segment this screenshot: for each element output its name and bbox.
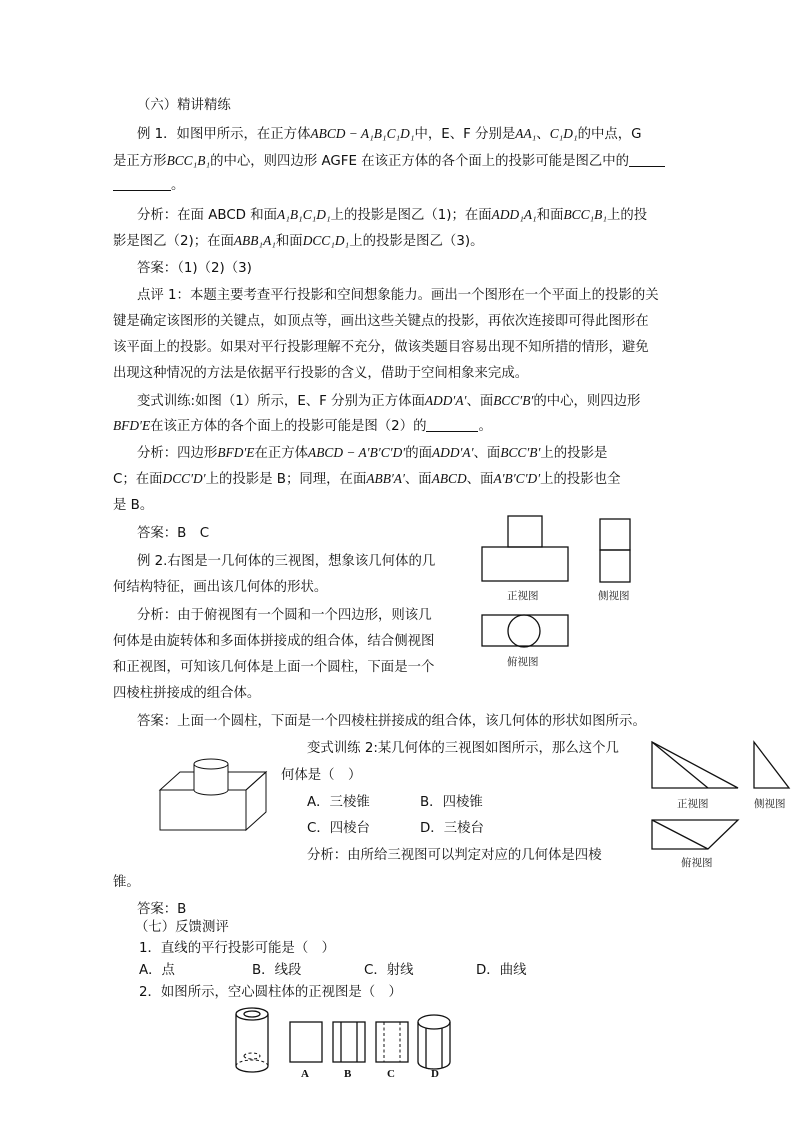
variant1-line1 <box>137 391 640 412</box>
text: 、面 <box>404 472 432 487</box>
side-view-triangle <box>754 742 789 788</box>
text: 上的投影是 <box>540 446 608 461</box>
top-view-caption: 俯视图 <box>507 656 539 668</box>
figure-label-d: D <box>431 1068 439 1080</box>
cylinder-bottom-arc <box>236 1066 268 1072</box>
math: DCC′D′ <box>162 471 206 486</box>
question1-option-c: C．射线 <box>364 963 414 978</box>
variant2-line2: 何体是（ ） <box>281 768 362 783</box>
text: 、面 <box>466 472 494 487</box>
cylinder-bottom-hidden-arc <box>236 1060 268 1066</box>
text: 、 <box>536 127 550 142</box>
text: 上的投影是 B；同理，在面 <box>205 472 367 487</box>
math: ADD₁A₁ <box>491 207 537 222</box>
variant1-answer: 答案：B C <box>137 526 210 541</box>
math: AA₁ <box>515 126 537 141</box>
variant1-analysis-line2 <box>113 469 620 490</box>
answer-blank <box>629 152 665 167</box>
figure-label-b: B <box>344 1068 352 1080</box>
text: 。 <box>171 178 185 193</box>
text: 上的投影是图乙（3)。 <box>349 234 484 249</box>
example2-answer: 答案：上面一个圆柱，下面是一个四棱柱拼接成的组合体，该几何体的形状如图所示。 <box>137 714 646 729</box>
question2: 2．如图所示，空心圆柱体的正视图是（ ） <box>139 985 402 1000</box>
example1-line2 <box>113 151 665 172</box>
text: 影是图乙（2)；在面 <box>113 234 234 249</box>
text: 在正方体 <box>254 446 309 461</box>
side-view-caption: 侧视图 <box>598 590 630 602</box>
text: 、面 <box>473 446 501 461</box>
example1-line3 <box>113 176 184 196</box>
option-a-figure <box>290 1022 322 1062</box>
text: 上的投影是图乙（1)；在面 <box>330 208 492 223</box>
example2-analysis-line1: 分析：由于俯视图有一个圆和一个四边形，则该几 <box>137 608 432 623</box>
math: BCC′B′ <box>500 445 541 460</box>
variant2-option-c: C．四棱台 <box>307 821 370 836</box>
top-view-inner-edge <box>652 820 708 849</box>
front-view-triangle <box>652 742 738 788</box>
math: A′B′C′D′ <box>493 471 541 486</box>
front-view-base <box>482 547 568 581</box>
cylinder-top-inner-ellipse <box>244 1011 260 1017</box>
math: BCC₁B₁ <box>166 153 211 168</box>
question1-option-a: A．点 <box>139 963 175 978</box>
example2-analysis-line3: 和正视图，可知该几何体是上面一个圆柱，下面是一个 <box>113 660 435 675</box>
math: BFD′E <box>217 445 255 460</box>
variant2-line1: 变式训练 2:某几何体的三视图如图所示，那么这个几 <box>307 741 619 756</box>
answer-blank <box>426 417 478 432</box>
text: 上的投 <box>607 208 648 223</box>
top-view-trapezoid <box>652 820 738 849</box>
cylinder-inner-hidden-ellipse <box>244 1053 260 1059</box>
math: ABCD − A′B′C′D′ <box>308 445 406 460</box>
math: ABCD − A₁B₁C₁D₁ <box>310 126 415 141</box>
text: 变式训练:如图（1）所示，E、F 分别为正方体面 <box>137 394 425 409</box>
question1-option-b: B．线段 <box>252 963 302 978</box>
section-heading-7: （七）反馈测评 <box>135 920 229 935</box>
cylinder-top-outer-ellipse <box>236 1008 268 1020</box>
question1-option-d: D．曲线 <box>476 963 527 978</box>
section-heading-6: （六）精讲精练 <box>137 98 231 113</box>
top-view-circle <box>508 615 540 647</box>
side-view-top-block <box>600 519 630 550</box>
variant1-analysis-line3: 是 B。 <box>113 498 154 513</box>
option-d-figure <box>418 1015 450 1069</box>
prism-front-face <box>160 790 246 830</box>
text: 分析：在面 ABCD 和面 <box>137 208 278 223</box>
example2-line1: 例 2.右图是一几何体的三视图，想象该几何体的几 <box>137 554 436 569</box>
comment1-line3: 该平面上的投影。如果对平行投影理解不充分，做该类题目容易出现不知所措的情形，避免 <box>113 340 649 355</box>
example1-line1 <box>137 124 642 145</box>
front-view-caption: 正视图 <box>507 590 539 602</box>
math: ABB₁A₁ <box>233 233 276 248</box>
cylinder-on-prism-solid <box>150 750 280 840</box>
text: 例 1．如图甲所示，在正方体 <box>137 127 311 142</box>
text: 分析：四边形 <box>137 446 218 461</box>
top-view-rect <box>482 615 568 646</box>
front-view-inner-edge <box>652 742 708 788</box>
variant2-analysis-line1: 分析：由所给三视图可以判定对应的几何体是四棱 <box>307 848 602 863</box>
comment1-line2: 键是确定该图形的关键点，如顶点等，画出这些关键点的投影，再依次连接即可得此图形在 <box>113 314 649 329</box>
example2-analysis-line4: 四棱柱拼接成的组合体。 <box>113 686 261 701</box>
text: 的中点，G <box>577 127 642 142</box>
example1-analysis-line1 <box>137 205 647 226</box>
math: ADD′A′ <box>431 445 474 460</box>
example2-analysis-line2: 何体是由旋转体和多面体拼接成的组合体，结合侧视图 <box>113 634 435 649</box>
variant1-analysis-line1 <box>137 443 607 464</box>
text: 中，E、F 分别是 <box>414 127 516 142</box>
variant2-analysis-line2: 锥。 <box>113 875 140 890</box>
option-d-top-arc <box>418 1022 450 1029</box>
text: C；在面 <box>113 472 163 487</box>
text: 的中心，则四边形 AGFE 在该正方体的各个面上的投影可能是图乙中的 <box>210 154 630 169</box>
text: 上的投影也全 <box>540 472 621 487</box>
variant1-line2 <box>113 416 492 437</box>
variant2-option-b: B．四棱锥 <box>420 795 483 810</box>
figure-label-c: C <box>387 1068 395 1080</box>
variant2-front-caption: 正视图 <box>677 798 709 810</box>
variant2-side-caption: 侧视图 <box>754 798 786 810</box>
option-c-figure <box>376 1022 408 1062</box>
text: 的中心，则四边形 <box>533 394 641 409</box>
example1-answer: 答案：（1)（2)（3) <box>137 261 252 276</box>
comment1-line4: 出现这种情况的方法是依据平行投影的含义，借助于空间相象来完成。 <box>113 366 529 381</box>
text: 的面 <box>405 446 432 461</box>
figure-label-a: A <box>301 1068 309 1080</box>
text: 、面 <box>466 394 494 409</box>
math: BCC₁B₁ <box>563 207 608 222</box>
text: 是正方形 <box>113 154 167 169</box>
math: C₁D₁ <box>549 126 578 141</box>
math: BFD′E <box>113 418 151 433</box>
variant2-option-d: D．三棱台 <box>420 821 484 836</box>
answer-blank <box>113 176 171 191</box>
variant2-answer: 答案：B <box>137 902 187 917</box>
example2-line2: 何结构特征，画出该几何体的形状。 <box>113 580 328 595</box>
text: 和面 <box>275 234 303 249</box>
math: ABCD <box>431 471 467 486</box>
side-view-base <box>600 550 630 582</box>
math: DCC₁D₁ <box>302 233 350 248</box>
front-view-top-block <box>508 516 542 547</box>
question1: 1．直线的平行投影可能是（ ） <box>139 941 335 956</box>
text: 在该正方体的各个面上的投影可能是图（2）的 <box>150 419 427 434</box>
variant2-option-a: A．三棱锥 <box>307 795 370 810</box>
option-b-figure <box>333 1022 365 1062</box>
math: BCC′B′ <box>493 393 534 408</box>
prism-side-face <box>246 772 266 830</box>
math: ABB′A′ <box>366 471 405 486</box>
example1-analysis-line2 <box>113 231 483 252</box>
comment1-line1: 点评 1：本题主要考查平行投影和空间想象能力。画出一个图形在一个平面上的投影的关 <box>137 288 659 303</box>
math: A₁B₁C₁D₁ <box>277 207 331 222</box>
math: ADD′A′ <box>424 393 467 408</box>
variant2-top-caption: 俯视图 <box>681 857 713 869</box>
text: 和面 <box>536 208 564 223</box>
text: 。 <box>478 419 492 434</box>
